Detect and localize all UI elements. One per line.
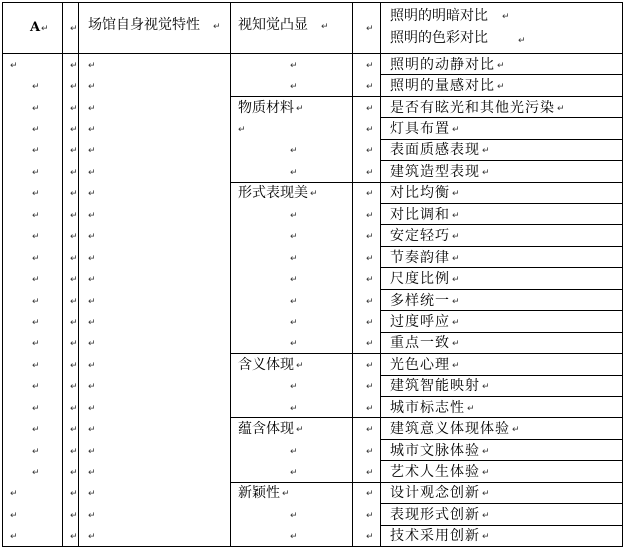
paragraph-mark: ↵ [32, 468, 40, 478]
paragraph-mark: ↵ [366, 511, 374, 521]
paragraph-mark: ↵ [70, 189, 78, 199]
paragraph-mark: ↵ [88, 489, 96, 499]
paragraph-mark: ↵ [10, 511, 18, 521]
paragraph-mark: ↵ [497, 82, 505, 92]
paragraph-mark: ↵ [70, 489, 78, 499]
paragraph-mark: ↵ [70, 404, 78, 414]
row-divider [380, 267, 623, 268]
paragraph-mark: ↵ [70, 511, 78, 521]
header-item-1: 照明的明暗对比 [390, 8, 488, 24]
paragraph-mark: ↵ [366, 61, 374, 71]
paragraph-mark: ↵ [296, 104, 304, 114]
paragraph-mark: ↵ [70, 425, 78, 435]
paragraph-mark: ↵ [70, 275, 78, 285]
paragraph-mark: ↵ [290, 468, 298, 478]
criterion-item: 过度呼应 [390, 314, 450, 330]
paragraph-mark: ↵ [88, 104, 96, 114]
paragraph-mark: ↵ [32, 125, 40, 135]
criterion-item: 建筑意义体现体验 [390, 421, 510, 437]
paragraph-mark: ↵ [32, 318, 40, 328]
criterion-item: 建筑智能映射 [390, 378, 480, 394]
criterion-item: 城市文脉体验 [390, 443, 480, 459]
paragraph-mark: ↵ [452, 254, 460, 264]
category-label: 形式表现美 [238, 185, 308, 201]
paragraph-mark: ↵ [32, 425, 40, 435]
criterion-item: 艺术人生体验 [390, 464, 480, 480]
paragraph-mark: ↵ [88, 425, 96, 435]
paragraph-mark: ↵ [290, 447, 298, 457]
paragraph-mark: ↵ [290, 232, 298, 242]
paragraph-mark: ↵ [32, 146, 40, 156]
paragraph-mark: ↵ [482, 447, 490, 457]
paragraph-mark: ↵ [32, 232, 40, 242]
column-divider [380, 2, 381, 547]
paragraph-mark: ↵ [88, 125, 96, 135]
paragraph-mark: ↵ [32, 211, 40, 221]
paragraph-mark: ↵ [290, 275, 298, 285]
paragraph-mark: ↵ [70, 532, 78, 542]
paragraph-mark: ↵ [452, 232, 460, 242]
row-divider [380, 117, 623, 118]
column-divider [352, 2, 353, 547]
paragraph-mark: ↵ [366, 275, 374, 285]
table-bottom-border [2, 546, 623, 547]
paragraph-mark: ↵ [366, 125, 374, 135]
criterion-item: 照明的量感对比 [390, 78, 495, 94]
group-row-divider [230, 353, 623, 354]
paragraph-mark: ↵ [366, 24, 374, 34]
paragraph-mark: ↵ [452, 297, 460, 307]
criterion-item: 城市标志性 [390, 400, 465, 416]
category-label: 蕴含体现 [238, 421, 294, 437]
paragraph-mark: ↵ [70, 211, 78, 221]
paragraph-mark: ↵ [518, 36, 526, 46]
paragraph-mark: ↵ [70, 254, 78, 264]
paragraph-mark: ↵ [290, 297, 298, 307]
column-divider [62, 2, 63, 547]
paragraph-mark: ↵ [32, 404, 40, 414]
paragraph-mark: ↵ [290, 254, 298, 264]
paragraph-mark: ↵ [366, 532, 374, 542]
paragraph-mark: ↵ [70, 125, 78, 135]
paragraph-mark: ↵ [70, 146, 78, 156]
paragraph-mark: ↵ [452, 318, 460, 328]
paragraph-mark: ↵ [290, 339, 298, 349]
paragraph-mark: ↵ [70, 468, 78, 478]
criterion-item: 重点一致 [390, 335, 450, 351]
paragraph-mark: ↵ [88, 254, 96, 264]
paragraph-mark: ↵ [32, 361, 40, 371]
paragraph-mark: ↵ [88, 189, 96, 199]
criterion-item: 节奏韵律 [390, 250, 450, 266]
paragraph-mark: ↵ [366, 382, 374, 392]
criterion-item: 技术采用创新 [390, 528, 480, 544]
paragraph-mark: ↵ [366, 489, 374, 499]
paragraph-mark: ↵ [290, 146, 298, 156]
row-divider [380, 396, 623, 397]
criterion-item: 光色心理 [390, 357, 450, 373]
paragraph-mark: ↵ [88, 339, 96, 349]
group-row-divider [230, 482, 623, 483]
criterion-item: 表面质感表现 [390, 142, 480, 158]
column-divider [230, 2, 231, 547]
criterion-item: 灯具布置 [390, 121, 450, 137]
paragraph-mark: ↵ [238, 125, 246, 135]
paragraph-mark: ↵ [482, 468, 490, 478]
paragraph-mark: ↵ [70, 361, 78, 371]
table-top-border [2, 2, 623, 3]
paragraph-mark: ↵ [70, 382, 78, 392]
criterion-item: 对比均衡 [390, 185, 450, 201]
header-col-a: A [30, 20, 41, 35]
criterion-item: 设计观念创新 [390, 485, 480, 501]
row-divider [380, 525, 623, 526]
paragraph-mark: ↵ [32, 189, 40, 199]
paragraph-mark: ↵ [290, 168, 298, 178]
paragraph-mark: ↵ [502, 12, 510, 22]
paragraph-mark: ↵ [290, 82, 298, 92]
paragraph-mark: ↵ [290, 532, 298, 542]
criterion-item: 安定轻巧 [390, 228, 450, 244]
row-divider [380, 74, 623, 75]
paragraph-mark: ↵ [88, 447, 96, 457]
header-col-b: 场馆自身视觉特性 [88, 17, 200, 33]
paragraph-mark: ↵ [213, 22, 221, 32]
paragraph-mark: ↵ [32, 275, 40, 285]
criterion-item: 照明的动静对比 [390, 57, 495, 73]
paragraph-mark: ↵ [366, 447, 374, 457]
paragraph-mark: ↵ [482, 146, 490, 156]
paragraph-mark: ↵ [452, 339, 460, 349]
paragraph-mark: ↵ [70, 24, 78, 34]
paragraph-mark: ↵ [366, 254, 374, 264]
paragraph-mark: ↵ [88, 275, 96, 285]
paragraph-mark: ↵ [497, 61, 505, 71]
criterion-item: 是否有眩光和其他光污染 [390, 100, 555, 116]
paragraph-mark: ↵ [70, 232, 78, 242]
paragraph-mark: ↵ [290, 511, 298, 521]
row-divider [380, 310, 623, 311]
group-row-divider [230, 96, 623, 97]
paragraph-mark: ↵ [482, 511, 490, 521]
paragraph-mark: ↵ [88, 297, 96, 307]
row-divider [380, 224, 623, 225]
header-item-2: 照明的色彩对比 [390, 30, 488, 46]
paragraph-mark: ↵ [10, 61, 18, 71]
column-divider [78, 2, 79, 547]
header-col-c: 视知觉凸显 [238, 17, 308, 33]
paragraph-mark: ↵ [512, 425, 520, 435]
paragraph-mark: ↵ [467, 404, 475, 414]
paragraph-mark: ↵ [32, 447, 40, 457]
paragraph-mark: ↵ [88, 211, 96, 221]
row-divider [380, 289, 623, 290]
paragraph-mark: ↵ [70, 339, 78, 349]
paragraph-mark: ↵ [366, 339, 374, 349]
category-label: 含义体现 [238, 357, 294, 373]
paragraph-mark: ↵ [32, 382, 40, 392]
paragraph-mark: ↵ [482, 532, 490, 542]
paragraph-mark: ↵ [452, 125, 460, 135]
criterion-item: 表现形式创新 [390, 507, 480, 523]
paragraph-mark: ↵ [366, 297, 374, 307]
paragraph-mark: ↵ [32, 104, 40, 114]
paragraph-mark: ↵ [282, 489, 290, 499]
paragraph-mark: ↵ [70, 297, 78, 307]
category-label: 物质材料 [238, 100, 294, 116]
paragraph-mark: ↵ [70, 447, 78, 457]
paragraph-mark: ↵ [321, 22, 329, 32]
paragraph-mark: ↵ [88, 361, 96, 371]
row-divider [380, 332, 623, 333]
paragraph-mark: ↵ [366, 232, 374, 242]
paragraph-mark: ↵ [88, 382, 96, 392]
row-divider [380, 139, 623, 140]
category-label: 新颖性 [238, 485, 280, 501]
paragraph-mark: ↵ [366, 425, 374, 435]
paragraph-mark: ↵ [296, 361, 304, 371]
criterion-item: 对比调和 [390, 207, 450, 223]
row-divider [380, 375, 623, 376]
paragraph-mark: ↵ [88, 61, 96, 71]
paragraph-mark: ↵ [88, 468, 96, 478]
paragraph-mark: ↵ [290, 61, 298, 71]
paragraph-mark: ↵ [70, 318, 78, 328]
group-row-divider [230, 182, 623, 183]
paragraph-mark: ↵ [366, 361, 374, 371]
paragraph-mark: ↵ [88, 146, 96, 156]
paragraph-mark: ↵ [366, 168, 374, 178]
criterion-item: 尺度比例 [390, 271, 450, 287]
paragraph-mark: ↵ [88, 82, 96, 92]
paragraph-mark: ↵ [88, 511, 96, 521]
paragraph-mark: ↵ [70, 168, 78, 178]
paragraph-mark: ↵ [290, 382, 298, 392]
paragraph-mark: ↵ [290, 318, 298, 328]
paragraph-mark: ↵ [366, 318, 374, 328]
paragraph-mark: ↵ [366, 404, 374, 414]
paragraph-mark: ↵ [452, 361, 460, 371]
paragraph-mark: ↵ [88, 532, 96, 542]
group-row-divider [230, 417, 623, 418]
column-divider [622, 2, 623, 547]
paragraph-mark: ↵ [32, 254, 40, 264]
paragraph-mark: ↵ [310, 189, 318, 199]
paragraph-mark: ↵ [482, 382, 490, 392]
paragraph-mark: ↵ [366, 82, 374, 92]
row-divider [380, 503, 623, 504]
paragraph-mark: ↵ [452, 189, 460, 199]
paragraph-mark: ↵ [88, 318, 96, 328]
paragraph-mark: ↵ [41, 24, 49, 34]
paragraph-mark: ↵ [366, 189, 374, 199]
paragraph-mark: ↵ [10, 532, 18, 542]
row-divider [380, 246, 623, 247]
paragraph-mark: ↵ [88, 232, 96, 242]
header-row-divider [2, 53, 623, 54]
paragraph-mark: ↵ [452, 275, 460, 285]
paragraph-mark: ↵ [482, 489, 490, 499]
paragraph-mark: ↵ [482, 168, 490, 178]
paragraph-mark: ↵ [32, 297, 40, 307]
paragraph-mark: ↵ [296, 425, 304, 435]
paragraph-mark: ↵ [32, 82, 40, 92]
paragraph-mark: ↵ [557, 104, 565, 114]
paragraph-mark: ↵ [290, 404, 298, 414]
paragraph-mark: ↵ [32, 168, 40, 178]
paragraph-mark: ↵ [70, 82, 78, 92]
paragraph-mark: ↵ [32, 339, 40, 349]
criterion-item: 建筑造型表现 [390, 164, 480, 180]
row-divider [380, 160, 623, 161]
paragraph-mark: ↵ [290, 211, 298, 221]
paragraph-mark: ↵ [452, 211, 460, 221]
paragraph-mark: ↵ [10, 489, 18, 499]
row-divider [380, 460, 623, 461]
paragraph-mark: ↵ [88, 404, 96, 414]
paragraph-mark: ↵ [366, 146, 374, 156]
paragraph-mark: ↵ [70, 104, 78, 114]
paragraph-mark: ↵ [366, 211, 374, 221]
row-divider [380, 439, 623, 440]
paragraph-mark: ↵ [366, 104, 374, 114]
paragraph-mark: ↵ [70, 61, 78, 71]
column-divider [2, 2, 3, 547]
paragraph-mark: ↵ [366, 468, 374, 478]
paragraph-mark: ↵ [88, 168, 96, 178]
row-divider [380, 203, 623, 204]
criterion-item: 多样统一 [390, 293, 450, 309]
